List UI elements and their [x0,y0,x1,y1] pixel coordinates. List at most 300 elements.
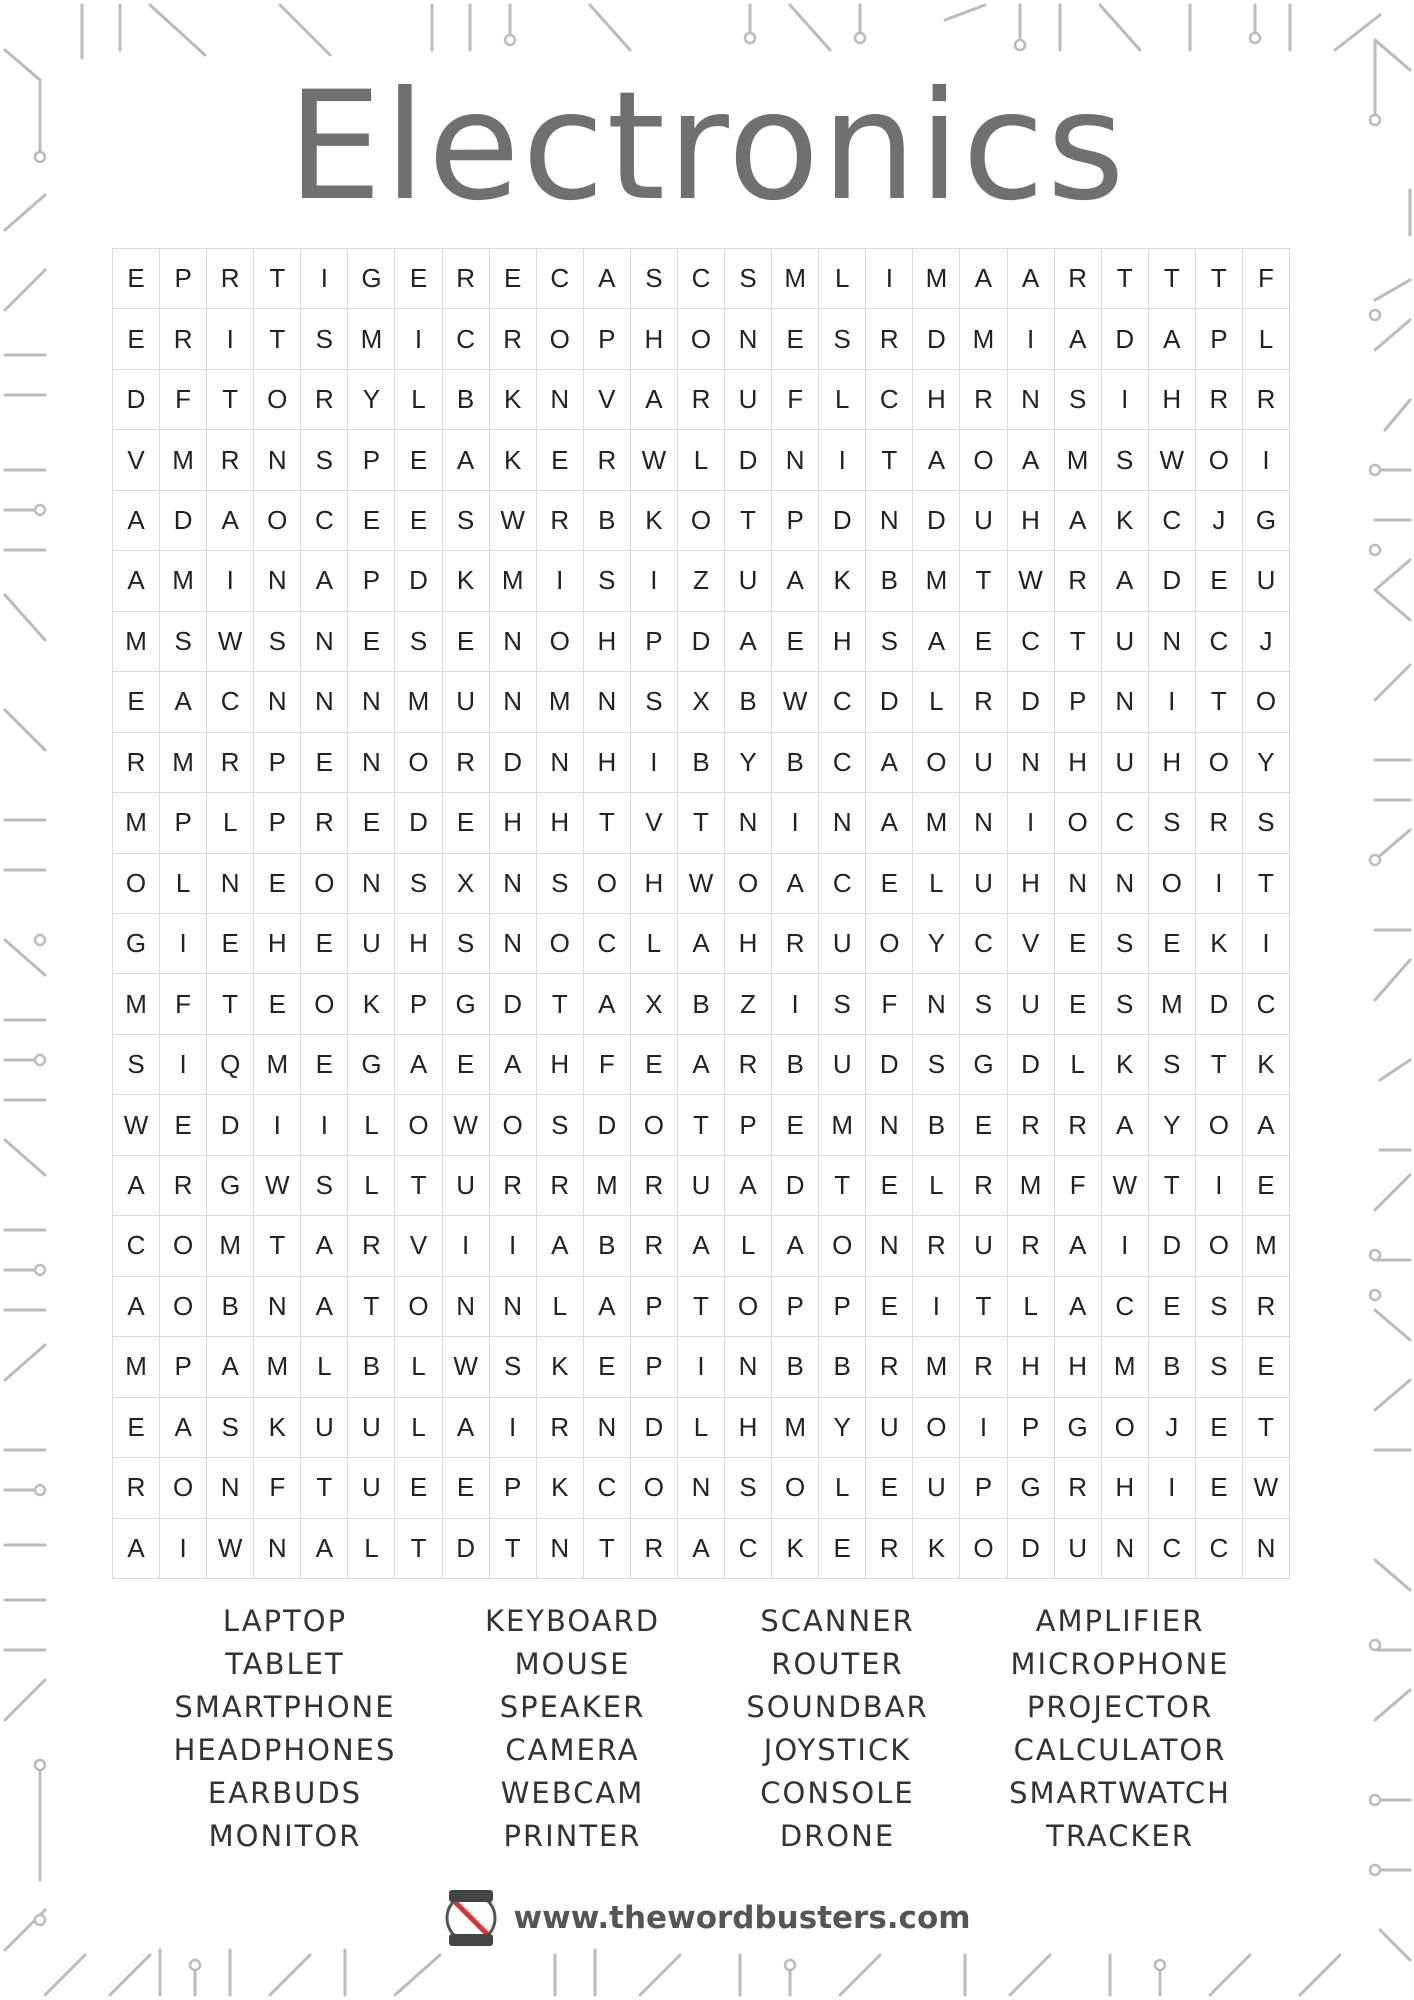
grid-cell[interactable]: D [678,612,725,672]
grid-cell[interactable]: E [772,612,819,672]
grid-cell[interactable]: N [348,733,395,793]
grid-cell[interactable]: N [1055,854,1102,914]
grid-cell[interactable]: O [631,1458,678,1518]
grid-cell[interactable]: D [1102,309,1149,369]
grid-cell[interactable]: T [301,1458,348,1518]
grid-cell[interactable]: K [537,1337,584,1397]
grid-cell[interactable]: L [395,370,442,430]
grid-cell[interactable]: R [631,1216,678,1276]
grid-cell[interactable]: S [1102,974,1149,1034]
grid-cell[interactable]: G [960,1035,1007,1095]
grid-cell[interactable]: X [678,672,725,732]
grid-cell[interactable]: D [1149,1216,1196,1276]
grid-cell[interactable]: V [395,1216,442,1276]
grid-cell[interactable]: N [348,854,395,914]
grid-cell[interactable]: R [207,733,254,793]
grid-cell[interactable]: V [113,430,160,490]
grid-cell[interactable]: R [631,1519,678,1579]
grid-cell[interactable]: T [866,430,913,490]
grid-cell[interactable]: I [1149,1458,1196,1518]
grid-cell[interactable]: A [678,1519,725,1579]
grid-cell[interactable]: X [631,974,678,1034]
grid-cell[interactable]: I [1196,1156,1243,1216]
grid-cell[interactable]: N [254,1519,301,1579]
grid-cell[interactable]: M [913,1337,960,1397]
grid-cell[interactable]: I [678,1337,725,1397]
grid-cell[interactable]: F [866,974,913,1034]
grid-cell[interactable]: K [443,551,490,611]
grid-cell[interactable]: O [1196,1216,1243,1276]
grid-cell[interactable]: H [254,914,301,974]
grid-cell[interactable]: C [443,309,490,369]
grid-cell[interactable]: I [1102,370,1149,430]
grid-cell[interactable]: L [301,1337,348,1397]
grid-cell[interactable]: O [1196,430,1243,490]
grid-cell[interactable]: A [866,793,913,853]
grid-cell[interactable]: D [725,430,772,490]
grid-cell[interactable]: H [490,793,537,853]
grid-cell[interactable]: S [537,854,584,914]
grid-cell[interactable]: I [160,1035,207,1095]
grid-cell[interactable]: E [113,672,160,732]
grid-cell[interactable]: M [490,551,537,611]
grid-cell[interactable]: S [490,1337,537,1397]
grid-cell[interactable]: O [395,1277,442,1337]
grid-cell[interactable]: P [1008,1398,1055,1458]
grid-cell[interactable]: W [113,1095,160,1155]
grid-cell[interactable]: E [1243,1337,1290,1397]
grid-cell[interactable]: S [960,974,1007,1034]
grid-cell[interactable]: O [490,1095,537,1155]
grid-cell[interactable]: N [960,793,1007,853]
grid-cell[interactable]: T [584,793,631,853]
grid-cell[interactable]: K [348,974,395,1034]
grid-cell[interactable]: R [537,1156,584,1216]
grid-cell[interactable]: U [913,1458,960,1518]
grid-cell[interactable]: N [207,1458,254,1518]
grid-cell[interactable]: H [631,854,678,914]
grid-cell[interactable]: M [1243,1216,1290,1276]
grid-cell[interactable]: N [866,1095,913,1155]
grid-cell[interactable]: W [443,1337,490,1397]
grid-cell[interactable]: I [819,430,866,490]
grid-cell[interactable]: O [1149,854,1196,914]
grid-cell[interactable]: D [1008,1519,1055,1579]
grid-cell[interactable]: A [1102,1095,1149,1155]
grid-cell[interactable]: M [913,551,960,611]
grid-cell[interactable]: U [678,1156,725,1216]
grid-cell[interactable]: B [584,491,631,551]
grid-cell[interactable]: B [772,733,819,793]
grid-cell[interactable]: N [725,309,772,369]
grid-cell[interactable]: N [537,370,584,430]
grid-cell[interactable]: D [207,1095,254,1155]
grid-cell[interactable]: E [866,1277,913,1337]
grid-cell[interactable]: N [490,612,537,672]
grid-cell[interactable]: I [207,551,254,611]
grid-cell[interactable]: N [301,672,348,732]
grid-cell[interactable]: S [1196,1277,1243,1337]
grid-cell[interactable]: B [866,551,913,611]
grid-cell[interactable]: P [960,1458,1007,1518]
grid-cell[interactable]: I [301,249,348,309]
grid-cell[interactable]: T [1243,1398,1290,1458]
grid-cell[interactable]: N [866,1216,913,1276]
grid-cell[interactable]: L [1055,1035,1102,1095]
grid-cell[interactable]: R [1243,370,1290,430]
grid-cell[interactable]: W [254,1156,301,1216]
grid-cell[interactable]: U [819,1035,866,1095]
grid-cell[interactable]: R [1008,1216,1055,1276]
grid-cell[interactable]: C [819,672,866,732]
grid-cell[interactable]: R [537,491,584,551]
grid-cell[interactable]: U [725,551,772,611]
grid-cell[interactable]: H [1008,1337,1055,1397]
grid-cell[interactable]: L [160,854,207,914]
grid-cell[interactable]: R [348,1216,395,1276]
grid-cell[interactable]: S [631,672,678,732]
grid-cell[interactable]: F [160,974,207,1034]
grid-cell[interactable]: R [960,672,1007,732]
grid-cell[interactable]: T [678,1095,725,1155]
grid-cell[interactable]: D [1196,974,1243,1034]
grid-cell[interactable]: T [254,249,301,309]
grid-cell[interactable]: C [1196,612,1243,672]
grid-cell[interactable]: L [631,914,678,974]
grid-cell[interactable]: A [301,1277,348,1337]
grid-cell[interactable]: L [819,1458,866,1518]
grid-cell[interactable]: E [348,793,395,853]
grid-cell[interactable]: A [113,491,160,551]
grid-cell[interactable]: R [1008,1095,1055,1155]
grid-cell[interactable]: R [584,430,631,490]
grid-cell[interactable]: R [960,1156,1007,1216]
grid-cell[interactable]: O [301,974,348,1034]
grid-cell[interactable]: G [348,249,395,309]
grid-cell[interactable]: R [1055,249,1102,309]
grid-cell[interactable]: T [960,1277,1007,1337]
grid-cell[interactable]: N [1149,612,1196,672]
grid-cell[interactable]: R [443,733,490,793]
grid-cell[interactable]: E [1055,974,1102,1034]
grid-cell[interactable]: G [443,974,490,1034]
grid-cell[interactable]: O [1055,793,1102,853]
grid-cell[interactable]: I [1102,1216,1149,1276]
grid-cell[interactable]: E [395,491,442,551]
grid-cell[interactable]: N [584,1398,631,1458]
grid-cell[interactable]: O [1196,1095,1243,1155]
grid-cell[interactable]: I [631,551,678,611]
grid-cell[interactable]: H [1055,1337,1102,1397]
grid-cell[interactable]: J [1196,491,1243,551]
grid-cell[interactable]: N [725,1337,772,1397]
grid-cell[interactable]: T [537,974,584,1034]
grid-cell[interactable]: R [113,1458,160,1518]
grid-cell[interactable]: K [1102,491,1149,551]
grid-cell[interactable]: S [1243,793,1290,853]
grid-cell[interactable]: E [960,612,1007,672]
grid-cell[interactable]: E [866,854,913,914]
grid-cell[interactable]: I [772,974,819,1034]
grid-cell[interactable]: U [960,1216,1007,1276]
grid-cell[interactable]: G [207,1156,254,1216]
grid-cell[interactable]: R [301,793,348,853]
grid-cell[interactable]: U [960,733,1007,793]
grid-cell[interactable]: M [537,672,584,732]
grid-cell[interactable]: A [1055,1216,1102,1276]
grid-cell[interactable]: W [207,1519,254,1579]
grid-cell[interactable]: I [537,551,584,611]
grid-cell[interactable]: F [584,1035,631,1095]
grid-cell[interactable]: E [819,1519,866,1579]
grid-cell[interactable]: D [631,1398,678,1458]
grid-cell[interactable]: A [1149,309,1196,369]
grid-cell[interactable]: T [1102,249,1149,309]
grid-cell[interactable]: C [113,1216,160,1276]
grid-cell[interactable]: P [160,249,207,309]
grid-cell[interactable]: W [207,612,254,672]
grid-cell[interactable]: M [1055,430,1102,490]
grid-cell[interactable]: U [866,1398,913,1458]
grid-cell[interactable]: R [1243,1277,1290,1337]
grid-cell[interactable]: N [254,672,301,732]
grid-cell[interactable]: L [725,1216,772,1276]
grid-cell[interactable]: R [160,1156,207,1216]
grid-cell[interactable]: O [395,733,442,793]
grid-cell[interactable]: H [584,733,631,793]
grid-cell[interactable]: A [1055,491,1102,551]
grid-cell[interactable]: O [913,1398,960,1458]
grid-cell[interactable]: S [584,551,631,611]
grid-cell[interactable]: Y [913,914,960,974]
grid-cell[interactable]: O [1102,1398,1149,1458]
grid-cell[interactable]: O [678,491,725,551]
grid-cell[interactable]: N [254,551,301,611]
grid-cell[interactable]: T [207,974,254,1034]
grid-cell[interactable]: H [1008,491,1055,551]
grid-cell[interactable]: E [866,1156,913,1216]
grid-cell[interactable]: F [160,370,207,430]
grid-cell[interactable]: I [1243,914,1290,974]
grid-cell[interactable]: D [113,370,160,430]
grid-cell[interactable]: N [1102,1519,1149,1579]
grid-cell[interactable]: S [160,612,207,672]
grid-cell[interactable]: C [1008,612,1055,672]
grid-cell[interactable]: I [207,309,254,369]
grid-cell[interactable]: H [819,612,866,672]
grid-cell[interactable]: L [913,672,960,732]
grid-cell[interactable]: M [254,1337,301,1397]
grid-cell[interactable]: O [160,1458,207,1518]
grid-cell[interactable]: R [631,1156,678,1216]
grid-cell[interactable]: K [1243,1035,1290,1095]
grid-cell[interactable]: E [301,914,348,974]
grid-cell[interactable]: L [207,793,254,853]
grid-cell[interactable]: K [490,370,537,430]
grid-cell[interactable]: R [1055,1458,1102,1518]
grid-cell[interactable]: D [490,974,537,1034]
grid-cell[interactable]: G [1008,1458,1055,1518]
grid-cell[interactable]: A [1008,430,1055,490]
grid-cell[interactable]: Z [678,551,725,611]
grid-cell[interactable]: M [584,1156,631,1216]
grid-cell[interactable]: E [348,491,395,551]
grid-cell[interactable]: C [819,733,866,793]
grid-cell[interactable]: O [254,491,301,551]
grid-cell[interactable]: I [254,1095,301,1155]
grid-cell[interactable]: L [913,854,960,914]
grid-cell[interactable]: D [395,793,442,853]
grid-cell[interactable]: U [1243,551,1290,611]
grid-cell[interactable]: T [395,1156,442,1216]
grid-cell[interactable]: D [1149,551,1196,611]
grid-cell[interactable]: B [443,370,490,430]
grid-cell[interactable]: S [725,249,772,309]
grid-cell[interactable]: H [725,914,772,974]
grid-cell[interactable]: S [866,612,913,672]
grid-cell[interactable]: O [1243,672,1290,732]
grid-cell[interactable]: R [1196,793,1243,853]
grid-cell[interactable]: S [537,1095,584,1155]
grid-cell[interactable]: N [443,1277,490,1337]
grid-cell[interactable]: U [960,854,1007,914]
grid-cell[interactable]: M [960,309,1007,369]
grid-cell[interactable]: R [160,309,207,369]
grid-cell[interactable]: L [1243,309,1290,369]
website-url[interactable]: www.thewordbusters.com [513,1900,971,1936]
grid-cell[interactable]: S [254,612,301,672]
grid-cell[interactable]: I [866,249,913,309]
grid-cell[interactable]: Z [725,974,772,1034]
grid-cell[interactable]: K [772,1519,819,1579]
grid-cell[interactable]: H [1102,1458,1149,1518]
grid-cell[interactable]: E [1055,914,1102,974]
grid-cell[interactable]: F [1055,1156,1102,1216]
grid-cell[interactable]: I [913,1277,960,1337]
grid-cell[interactable]: A [113,1277,160,1337]
grid-cell[interactable]: U [443,672,490,732]
grid-cell[interactable]: M [348,309,395,369]
grid-cell[interactable]: T [207,370,254,430]
grid-cell[interactable]: R [113,733,160,793]
grid-cell[interactable]: N [913,974,960,1034]
grid-cell[interactable]: A [913,612,960,672]
grid-cell[interactable]: R [1196,370,1243,430]
grid-cell[interactable]: P [348,551,395,611]
grid-cell[interactable]: S [443,914,490,974]
grid-cell[interactable]: A [960,249,1007,309]
grid-cell[interactable]: L [348,1095,395,1155]
grid-cell[interactable]: M [913,249,960,309]
grid-cell[interactable]: T [678,793,725,853]
grid-cell[interactable]: I [1008,793,1055,853]
grid-cell[interactable]: J [1243,612,1290,672]
grid-cell[interactable]: O [395,1095,442,1155]
grid-cell[interactable]: U [960,491,1007,551]
grid-cell[interactable]: R [1055,551,1102,611]
grid-cell[interactable]: P [348,430,395,490]
grid-cell[interactable]: A [113,1519,160,1579]
grid-cell[interactable]: R [866,1337,913,1397]
grid-cell[interactable]: A [1243,1095,1290,1155]
grid-cell[interactable]: I [490,1216,537,1276]
grid-cell[interactable]: H [584,612,631,672]
grid-cell[interactable]: D [913,491,960,551]
grid-cell[interactable]: H [631,309,678,369]
grid-cell[interactable]: N [1102,672,1149,732]
grid-cell[interactable]: T [1149,1156,1196,1216]
grid-cell[interactable]: A [160,672,207,732]
grid-cell[interactable]: N [678,1458,725,1518]
grid-cell[interactable]: R [207,430,254,490]
grid-cell[interactable]: B [678,974,725,1034]
grid-cell[interactable]: S [1055,370,1102,430]
grid-cell[interactable]: U [301,1398,348,1458]
grid-cell[interactable]: T [254,1216,301,1276]
grid-cell[interactable]: I [395,309,442,369]
grid-cell[interactable]: P [254,793,301,853]
grid-cell[interactable]: N [490,672,537,732]
grid-cell[interactable]: N [1243,1519,1290,1579]
grid-cell[interactable]: O [819,1216,866,1276]
grid-cell[interactable]: F [254,1458,301,1518]
grid-cell[interactable]: A [584,974,631,1034]
grid-cell[interactable]: R [913,1216,960,1276]
grid-cell[interactable]: T [254,309,301,369]
grid-cell[interactable]: S [395,854,442,914]
grid-cell[interactable]: A [160,1398,207,1458]
grid-cell[interactable]: C [1243,974,1290,1034]
grid-cell[interactable]: G [1055,1398,1102,1458]
grid-cell[interactable]: T [960,551,1007,611]
grid-cell[interactable]: C [819,854,866,914]
grid-cell[interactable]: P [631,612,678,672]
grid-cell[interactable]: A [301,551,348,611]
grid-cell[interactable]: M [160,733,207,793]
grid-cell[interactable]: E [113,249,160,309]
grid-cell[interactable]: A [301,1216,348,1276]
grid-cell[interactable]: E [254,974,301,1034]
grid-cell[interactable]: S [1196,1337,1243,1397]
grid-cell[interactable]: S [819,309,866,369]
grid-cell[interactable]: L [913,1156,960,1216]
grid-cell[interactable]: X [443,854,490,914]
grid-cell[interactable]: U [1102,612,1149,672]
grid-cell[interactable]: A [395,1035,442,1095]
grid-cell[interactable]: D [1008,672,1055,732]
grid-cell[interactable]: M [395,672,442,732]
grid-cell[interactable]: I [490,1398,537,1458]
grid-cell[interactable]: K [490,430,537,490]
grid-cell[interactable]: S [1102,914,1149,974]
grid-cell[interactable]: D [490,733,537,793]
grid-cell[interactable]: P [631,1337,678,1397]
grid-cell[interactable]: B [772,1035,819,1095]
grid-cell[interactable]: J [1149,1398,1196,1458]
grid-cell[interactable]: M [819,1095,866,1155]
grid-cell[interactable]: E [443,1035,490,1095]
grid-cell[interactable]: R [866,309,913,369]
grid-cell[interactable]: H [537,1035,584,1095]
grid-cell[interactable]: O [1196,733,1243,793]
grid-cell[interactable]: L [1008,1277,1055,1337]
grid-cell[interactable]: M [913,793,960,853]
grid-cell[interactable]: A [913,430,960,490]
grid-cell[interactable]: O [678,309,725,369]
grid-cell[interactable]: E [631,1035,678,1095]
grid-cell[interactable]: H [725,1398,772,1458]
grid-cell[interactable]: U [348,1398,395,1458]
